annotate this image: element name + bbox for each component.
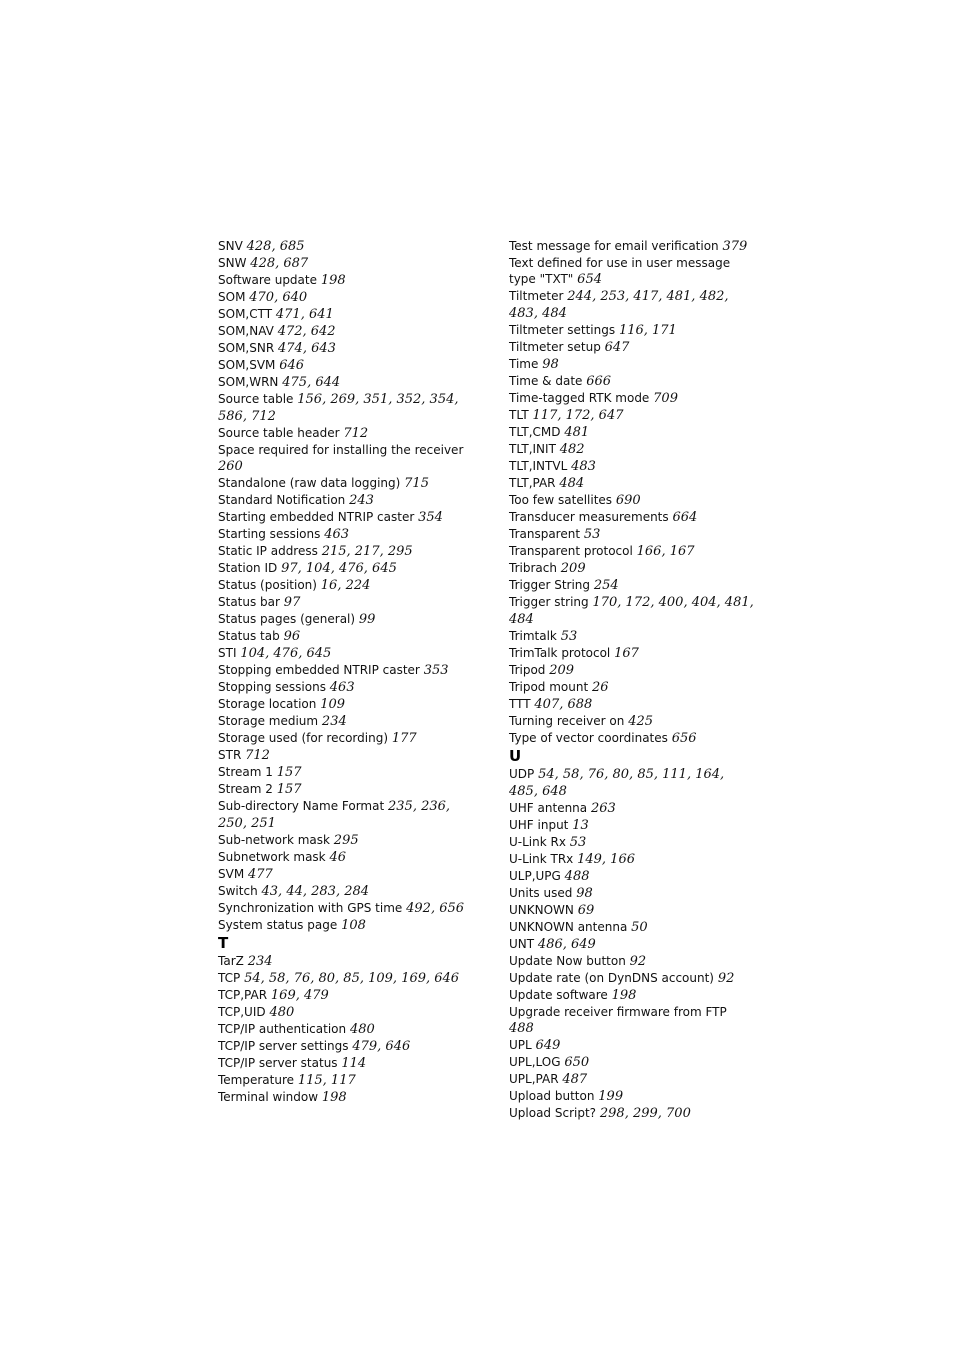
index-entry — [218, 764, 473, 781]
index-page-refs[interactable]: 156, 269, 351, 352, 354, 586, 712 — [218, 392, 459, 424]
index-term: Trigger String — [509, 578, 591, 592]
index-entry — [509, 953, 754, 970]
index-term: TCP,PAR — [218, 988, 268, 1002]
index-term: Stopping sessions — [218, 680, 326, 694]
index-entry — [218, 492, 473, 509]
index-term: Tiltmeter settings — [509, 323, 616, 337]
index-page-refs[interactable]: 486, 649 — [537, 937, 596, 952]
index-letter-heading: T — [218, 934, 229, 952]
index-entry — [218, 645, 473, 662]
index-column-right — [509, 238, 754, 1122]
index-entry — [509, 356, 754, 373]
index-page-refs[interactable]: 166, 167 — [636, 544, 695, 559]
index-term: Stream 2 — [218, 782, 273, 796]
index-term: Transparent protocol — [509, 544, 633, 558]
index-page-refs[interactable]: 116, 171 — [618, 323, 677, 338]
index-entry — [218, 713, 473, 730]
index-entry — [509, 407, 754, 424]
index-term: UPL — [509, 1038, 532, 1052]
index-term: Storage location — [218, 697, 317, 711]
index-term: Tripod — [509, 663, 546, 677]
index-entry — [218, 849, 473, 866]
index-page-refs[interactable]: 177 — [391, 731, 417, 746]
index-entry — [509, 339, 754, 356]
index-term: ULP,UPG — [509, 869, 561, 883]
index-entry — [218, 594, 473, 611]
index-term: Terminal window — [218, 1090, 319, 1104]
index-entry — [509, 1071, 754, 1088]
index-term: UNKNOWN antenna — [509, 920, 628, 934]
index-page-refs[interactable]: 215, 217, 295 — [321, 544, 413, 559]
index-page-refs[interactable]: 647 — [604, 340, 630, 355]
index-term: SNW — [218, 256, 247, 270]
index-page-refs[interactable]: 114 — [341, 1056, 367, 1071]
index-term: UHF input — [509, 818, 569, 832]
index-entry — [218, 798, 473, 832]
index-entry — [509, 868, 754, 885]
index-entry — [509, 696, 754, 713]
index-page-refs[interactable]: 209 — [549, 663, 575, 678]
index-entry — [218, 340, 473, 357]
index-term: Update software — [509, 988, 608, 1002]
index-entry — [509, 238, 754, 255]
index-term: Upgrade receiver firmware from FTP — [509, 1005, 727, 1019]
index-page-refs[interactable]: 117, 172, 647 — [532, 408, 624, 423]
index-entry — [218, 272, 473, 289]
index-entry — [218, 679, 473, 696]
index-entry — [218, 289, 473, 306]
index-term: TLT,CMD — [509, 425, 561, 439]
index-page-refs[interactable]: 428, 685 — [246, 239, 305, 254]
index-term: Source table — [218, 392, 294, 406]
index-entry — [509, 1054, 754, 1071]
index-page-refs[interactable]: 69 — [577, 903, 595, 918]
index-term: SOM — [218, 290, 246, 304]
index-term: SOM,SNR — [218, 341, 275, 355]
index-entry — [218, 953, 473, 970]
index-page-refs[interactable]: 379 — [722, 239, 748, 254]
index-entry — [218, 970, 473, 987]
index-entry — [509, 288, 754, 322]
index-entry — [218, 475, 473, 492]
index-term: Too few satellites — [509, 493, 613, 507]
index-page-refs[interactable]: 157 — [276, 782, 302, 797]
index-term: TTT — [509, 697, 531, 711]
index-entry — [509, 970, 754, 987]
index-entry — [509, 1037, 754, 1054]
index-page-refs[interactable]: 92 — [717, 971, 735, 986]
index-page-refs[interactable]: 234 — [247, 954, 273, 969]
index-page-refs[interactable]: 54, 58, 76, 80, 85, 109, 169, 646 — [244, 971, 460, 986]
index-page-refs[interactable]: 712 — [245, 748, 270, 763]
index-term: TCP/IP server status — [218, 1056, 338, 1070]
index-entry — [218, 543, 473, 560]
index-page-refs[interactable]: 13 — [572, 818, 589, 833]
index-term: Status tab — [218, 629, 280, 643]
index-page-refs[interactable]: 96 — [283, 629, 301, 644]
index-page-refs[interactable]: 50 — [631, 920, 648, 935]
index-page-refs[interactable]: 481 — [564, 425, 590, 440]
index-term: STR — [218, 748, 242, 762]
index-entry — [509, 373, 754, 390]
index-page-refs[interactable]: 656 — [671, 731, 697, 746]
index-page-refs[interactable]: 16, 224 — [320, 578, 371, 593]
index-page-refs[interactable]: 664 — [672, 510, 698, 525]
index-page-refs[interactable]: 484 — [559, 476, 585, 491]
index-term: Status (position) — [218, 578, 317, 592]
index-page-refs[interactable]: 482 — [559, 442, 585, 457]
index-term: Standalone (raw data logging) — [218, 476, 401, 490]
index-page-refs[interactable]: 428, 687 — [250, 256, 309, 271]
index-entry — [509, 730, 754, 747]
index-entry — [218, 560, 473, 577]
index-term: STI — [218, 646, 237, 660]
index-term: Turning receiver on — [509, 714, 625, 728]
index-term: UDP — [509, 767, 535, 781]
index-entry — [218, 238, 473, 255]
index-page-refs[interactable]: 198 — [321, 1090, 347, 1105]
index-page-refs[interactable]: 488 — [509, 1021, 534, 1036]
index-term: UNKNOWN — [509, 903, 574, 917]
index-page-refs[interactable]: 169, 479 — [270, 988, 329, 1003]
index-term: TLT,INTVL — [509, 459, 568, 473]
index-page-refs[interactable]: 354 — [418, 510, 443, 525]
index-term: Type of vector coordinates — [509, 731, 668, 745]
index-page-refs[interactable]: 54, 58, 76, 80, 85, 111, 164, 485, 648 — [509, 767, 725, 799]
index-entry — [509, 526, 754, 543]
index-page-refs[interactable]: 243 — [349, 493, 374, 508]
index-page-refs[interactable]: 407, 688 — [534, 697, 593, 712]
index-term: Upload button — [509, 1089, 595, 1103]
index-term: Starting embedded NTRIP caster — [218, 510, 415, 524]
index-page-refs[interactable]: 97 — [283, 595, 301, 610]
index-term: Transducer measurements — [509, 510, 669, 524]
index-page-refs[interactable]: 198 — [611, 988, 637, 1003]
index-entry — [509, 919, 754, 936]
index-term: System status page — [218, 918, 338, 932]
index-page-refs[interactable]: 260 — [218, 459, 243, 474]
index-entry — [218, 747, 473, 764]
index-term: SOM,WRN — [218, 375, 279, 389]
index-entry — [218, 1089, 473, 1106]
index-term: Switch — [218, 884, 258, 898]
index-term: Text defined for use in user message type "TXT" — [509, 256, 731, 286]
index-page-refs[interactable]: 654 — [577, 272, 602, 287]
index-page-refs[interactable]: 198 — [320, 273, 346, 288]
index-entry — [509, 322, 754, 339]
index-page-refs[interactable]: 471, 641 — [275, 307, 334, 322]
index-page-refs[interactable]: 463 — [329, 680, 355, 695]
index-term: TLT — [509, 408, 529, 422]
index-page-refs[interactable]: 109 — [320, 697, 346, 712]
index-term: TCP — [218, 971, 241, 985]
index-term: TCP/IP server settings — [218, 1039, 349, 1053]
index-page-refs[interactable]: 666 — [586, 374, 612, 389]
index-page-refs[interactable]: 492, 656 — [406, 901, 465, 916]
index-entry — [218, 509, 473, 526]
index-page-refs[interactable]: 97, 104, 476, 645 — [281, 561, 397, 576]
index-term: TLT,INIT — [509, 442, 556, 456]
index-entry — [218, 374, 473, 391]
index-page-refs[interactable]: 295 — [333, 833, 359, 848]
index-page-refs[interactable]: 99 — [358, 612, 376, 627]
index-term: Trigger string — [509, 595, 589, 609]
index-term: UNT — [509, 937, 535, 951]
index-page-refs[interactable]: 480 — [349, 1022, 375, 1037]
index-page-refs[interactable]: 263 — [590, 801, 616, 816]
index-entry — [509, 679, 754, 696]
index-term: Standard Notification — [218, 493, 346, 507]
index-term: Upload Script? — [509, 1106, 597, 1120]
index-page-refs[interactable]: 26 — [592, 680, 609, 695]
index-entry — [218, 866, 473, 883]
index-entry — [509, 987, 754, 1004]
index-entry — [218, 442, 473, 475]
index-term: TLT,PAR — [509, 476, 556, 490]
index-page-refs[interactable]: 483 — [571, 459, 596, 474]
index-entry — [218, 425, 473, 442]
index-page-refs[interactable]: 92 — [629, 954, 647, 969]
index-term: Tribrach — [509, 561, 557, 575]
index-entry — [509, 766, 754, 800]
index-entry — [218, 832, 473, 849]
index-page-refs[interactable]: 477 — [248, 867, 273, 882]
index-term: Transparent — [509, 527, 581, 541]
index-page-refs[interactable]: 298, 299, 700 — [599, 1106, 691, 1121]
index-page-refs[interactable]: 53 — [583, 527, 601, 542]
index-term: Stream 1 — [218, 765, 273, 779]
index-entry — [218, 577, 473, 594]
index-term: Station ID — [218, 561, 278, 575]
index-entry — [218, 917, 473, 934]
index-page-refs[interactable]: 474, 643 — [278, 341, 336, 356]
index-entry — [509, 817, 754, 834]
index-term: Status bar — [218, 595, 280, 609]
index-page-refs[interactable]: 488 — [564, 869, 590, 884]
index-term: Starting sessions — [218, 527, 321, 541]
index-term: Time-tagged RTK mode — [509, 391, 650, 405]
index-entry — [218, 1072, 473, 1089]
index-term: Software update — [218, 273, 317, 287]
index-page-refs[interactable]: 650 — [564, 1055, 590, 1070]
index-term: Tiltmeter — [509, 289, 564, 303]
index-entry — [218, 306, 473, 323]
index-page-refs[interactable]: 157 — [276, 765, 302, 780]
index-entry — [218, 391, 473, 425]
index-term: Synchronization with GPS time — [218, 901, 403, 915]
index-entry — [218, 781, 473, 798]
index-entry — [218, 357, 473, 374]
index-page-refs[interactable]: 715 — [404, 476, 429, 491]
index-page-refs[interactable]: 244, 253, 417, 481, 482, 483, 484 — [509, 289, 729, 321]
index-page-refs[interactable]: 170, 172, 400, 404, 481, 484 — [509, 595, 754, 627]
index-entry — [509, 885, 754, 902]
index-term: Sub-directory Name Format — [218, 799, 385, 813]
index-entry — [509, 1105, 754, 1122]
index-entry — [218, 883, 473, 900]
index-term: Space required for installing the receiver — [218, 443, 464, 457]
index-entry — [509, 424, 754, 441]
index-page-refs[interactable]: 254 — [593, 578, 619, 593]
index-term: Test message for email verification — [509, 239, 719, 253]
index-page-refs[interactable]: 43, 44, 283, 284 — [261, 884, 370, 899]
index-entry — [218, 1055, 473, 1072]
index-page-refs[interactable]: 487 — [562, 1072, 588, 1087]
index-term: Temperature — [218, 1073, 295, 1087]
index-page-refs[interactable]: 108 — [341, 918, 366, 933]
index-entry — [218, 987, 473, 1004]
index-term: Tripod mount — [509, 680, 589, 694]
index-term: Static IP address — [218, 544, 318, 558]
index-entry — [509, 662, 754, 679]
index-term: Update Now button — [509, 954, 626, 968]
index-page-refs[interactable]: 646 — [279, 358, 305, 373]
index-term: SOM,NAV — [218, 324, 274, 338]
index-entry — [218, 696, 473, 713]
index-entry — [218, 1004, 473, 1021]
index-term: Tiltmeter setup — [509, 340, 601, 354]
index-column-left — [218, 238, 473, 1106]
index-entry — [509, 1004, 754, 1037]
index-term: Storage used (for recording) — [218, 731, 389, 745]
index-term: Update rate (on DynDNS account) — [509, 971, 714, 985]
index-term: Status pages (general) — [218, 612, 356, 626]
index-entry — [218, 526, 473, 543]
index-entry — [509, 834, 754, 851]
index-term: Trimtalk — [509, 629, 557, 643]
index-page-refs[interactable]: 479, 646 — [352, 1039, 411, 1054]
index-letter-heading: U — [509, 747, 522, 765]
index-term: TCP,UID — [218, 1005, 266, 1019]
index-entry — [509, 800, 754, 817]
index-entry — [509, 902, 754, 919]
index-term: UHF antenna — [509, 801, 588, 815]
index-page-refs[interactable]: 353 — [423, 663, 449, 678]
index-page-refs[interactable]: 46 — [329, 850, 347, 865]
index-entry — [509, 509, 754, 526]
index-term: SVM — [218, 867, 245, 881]
index-entry — [218, 900, 473, 917]
index-entry — [509, 441, 754, 458]
index-entry — [218, 730, 473, 747]
index-page-refs[interactable]: 470, 640 — [249, 290, 308, 305]
index-entry — [509, 255, 754, 288]
index-term: Stopping embedded NTRIP caster — [218, 663, 420, 677]
index-entry — [509, 851, 754, 868]
index-page-refs[interactable]: 199 — [598, 1089, 624, 1104]
index-term: Storage medium — [218, 714, 319, 728]
index-page-refs[interactable]: 53 — [560, 629, 578, 644]
index-page-refs[interactable]: 115, 117 — [297, 1073, 356, 1088]
index-term: Units used — [509, 886, 573, 900]
index-term: SOM,CTT — [218, 307, 273, 321]
index-page-refs[interactable]: 104, 476, 645 — [240, 646, 332, 661]
index-term: Sub-network mask — [218, 833, 330, 847]
index-term: UPL,PAR — [509, 1072, 559, 1086]
index-term: TarZ — [218, 954, 244, 968]
index-entry — [218, 662, 473, 679]
index-term: Time — [509, 357, 539, 371]
index-page-refs[interactable]: 98 — [576, 886, 593, 901]
index-page-refs[interactable]: 649 — [535, 1038, 561, 1053]
index-term: UPL,LOG — [509, 1055, 561, 1069]
index-term: TCP/IP authentication — [218, 1022, 347, 1036]
index-term: U-Link Rx — [509, 835, 566, 849]
index-entry — [509, 577, 754, 594]
index-page-refs[interactable]: 480 — [269, 1005, 295, 1020]
index-page-refs[interactable]: 234 — [321, 714, 347, 729]
index-term: Source table header — [218, 426, 340, 440]
index-entry — [218, 1021, 473, 1038]
index-entry — [509, 645, 754, 662]
index-entry — [509, 560, 754, 577]
index-page-refs[interactable]: 463 — [324, 527, 350, 542]
index-page-refs[interactable]: 53 — [569, 835, 587, 850]
index-page-refs[interactable]: 209 — [560, 561, 586, 576]
index-entry — [218, 628, 473, 645]
index-page-refs[interactable]: 712 — [343, 426, 369, 441]
index-term: U-Link TRx — [509, 852, 574, 866]
index-entry — [509, 936, 754, 953]
index-entry — [509, 458, 754, 475]
index-entry — [509, 594, 754, 628]
index-page-refs[interactable]: 690 — [615, 493, 641, 508]
index-entry — [509, 492, 754, 509]
index-entry — [218, 611, 473, 628]
index-entry — [509, 628, 754, 645]
index-entry — [218, 255, 473, 272]
index-term: Time & date — [509, 374, 583, 388]
index-page-refs[interactable]: 149, 166 — [577, 852, 635, 867]
index-term: Subnetwork mask — [218, 850, 326, 864]
index-entry — [509, 543, 754, 560]
index-page-refs[interactable]: 425 — [628, 714, 654, 729]
index-entry — [509, 713, 754, 730]
index-page-refs[interactable]: 235, 236, 250, 251 — [218, 799, 451, 831]
index-page-refs[interactable]: 475, 644 — [282, 375, 341, 390]
index-page-refs[interactable]: 472, 642 — [277, 324, 336, 339]
index-term: SOM,SVM — [218, 358, 276, 372]
index-page-refs[interactable]: 167 — [614, 646, 639, 661]
index-page-refs[interactable]: 709 — [653, 391, 678, 406]
index-entry — [509, 1088, 754, 1105]
index-term: TrimTalk protocol — [509, 646, 611, 660]
index-term: SNV — [218, 239, 243, 253]
index-entry — [218, 1038, 473, 1055]
index-entry — [509, 475, 754, 492]
index-entry — [218, 323, 473, 340]
index-entry — [509, 390, 754, 407]
index-page-refs[interactable]: 98 — [542, 357, 559, 372]
